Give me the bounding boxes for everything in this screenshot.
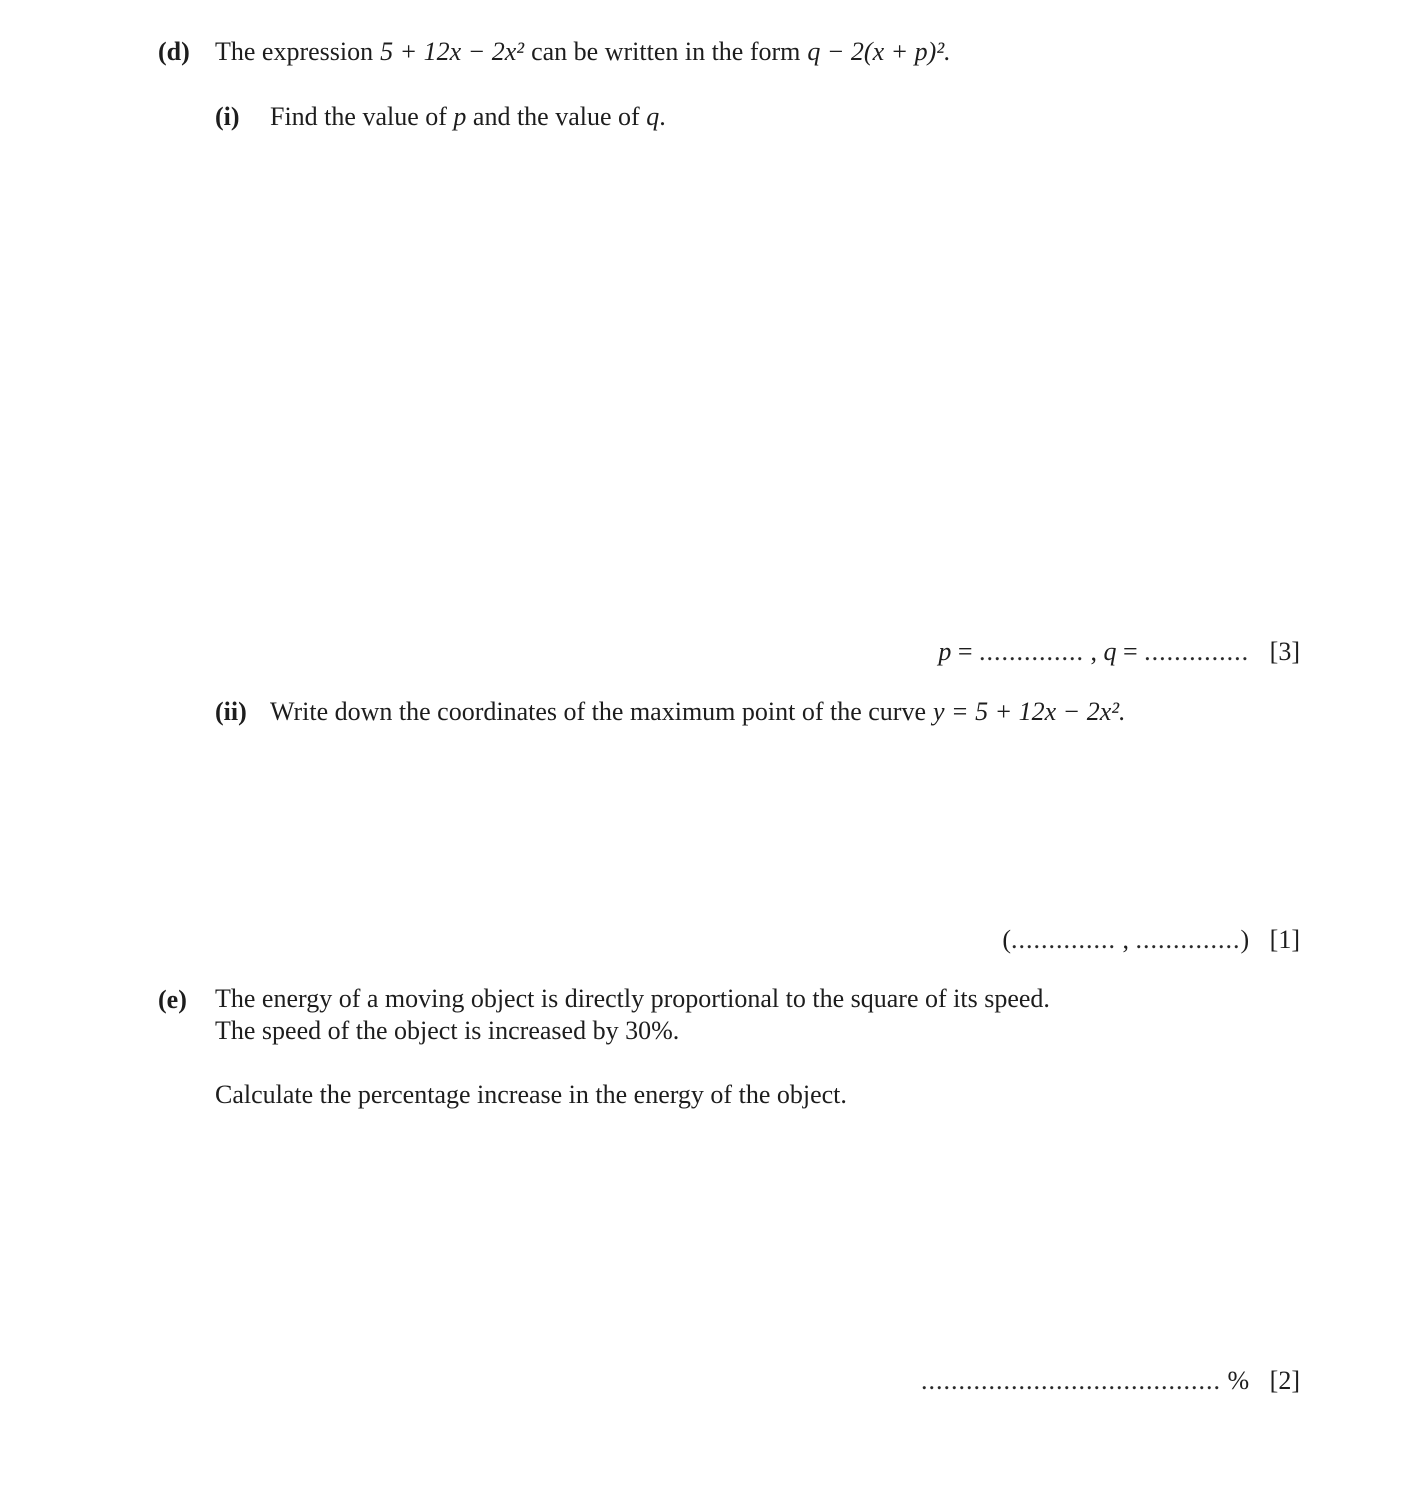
answer-open-paren: ( xyxy=(1002,925,1011,954)
intro-text-before: The expression xyxy=(215,37,374,66)
marks-1: [1] xyxy=(1269,925,1300,954)
d-i-period: . xyxy=(659,102,666,131)
intro-text-middle: can be written in the form xyxy=(531,37,801,66)
answer-line-coordinates xyxy=(158,923,1300,957)
part-e-statement xyxy=(215,983,1300,1047)
working-space-blank xyxy=(158,1111,1300,1364)
part-d-i-label: (i) xyxy=(215,102,240,131)
part-d-ii-label: (ii) xyxy=(215,697,247,726)
part-e-line1: The energy of a moving object is directly proportional to the square of its speed. xyxy=(215,984,1050,1013)
answer-x-dotted-blank: .............. xyxy=(1011,925,1116,954)
answer-p-equals: = xyxy=(957,637,973,666)
variable-q: q xyxy=(646,102,660,131)
part-d-i-row xyxy=(215,100,1300,134)
marks-2: [2] xyxy=(1269,1366,1300,1395)
part-d-intro-row xyxy=(158,35,1300,69)
part-e-body xyxy=(215,983,1300,1111)
answer-q-dotted-blank: .............. xyxy=(1144,637,1250,666)
marks-3: [3] xyxy=(1269,637,1300,666)
answer-coord-comma: , xyxy=(1122,925,1129,954)
gap xyxy=(158,957,1300,983)
d-i-text-1: Find the value of xyxy=(270,102,447,131)
d-ii-text: Write down the coordinates of the maximum point of the curve xyxy=(270,697,926,726)
answer-q-var: q xyxy=(1103,637,1117,666)
part-e-label: (e) xyxy=(158,985,187,1014)
working-space-blank xyxy=(158,729,1300,923)
answer-line-percentage xyxy=(158,1364,1300,1398)
answer-comma: , xyxy=(1090,637,1097,666)
expression-completed-square: q − 2(x + p)². xyxy=(807,37,951,66)
answer-percent-dotted-blank: ........................................ xyxy=(921,1366,1221,1395)
part-d-ii-question xyxy=(270,695,1300,729)
answer-line-p-q xyxy=(158,635,1300,669)
part-e-calculate-instruction: Calculate the percentage increase in the energy of the object. xyxy=(215,1080,847,1109)
percent-sign: % xyxy=(1227,1366,1250,1395)
expression-curve: y = 5 + 12x − 2x². xyxy=(933,697,1126,726)
gap xyxy=(158,669,1300,695)
expression-quadratic: 5 + 12x − 2x² xyxy=(380,37,525,66)
part-d-i-question xyxy=(270,100,1300,134)
d-i-text-2: and the value of xyxy=(472,102,640,131)
answer-close-paren: ) xyxy=(1240,925,1250,954)
answer-p-dotted-blank: .............. xyxy=(979,637,1084,666)
part-e-row xyxy=(158,983,1300,1111)
answer-q-equals: = xyxy=(1123,637,1138,666)
part-d-intro-text xyxy=(215,35,1300,69)
variable-p: p xyxy=(453,102,467,131)
part-e-line2: The speed of the object is increased by 30%. xyxy=(215,1016,680,1045)
part-d-label: (d) xyxy=(158,37,190,66)
answer-p-var: p xyxy=(938,637,952,666)
answer-y-dotted-blank: .............. xyxy=(1135,925,1241,954)
working-space-blank xyxy=(158,134,1300,635)
part-d-ii-row xyxy=(215,695,1300,729)
